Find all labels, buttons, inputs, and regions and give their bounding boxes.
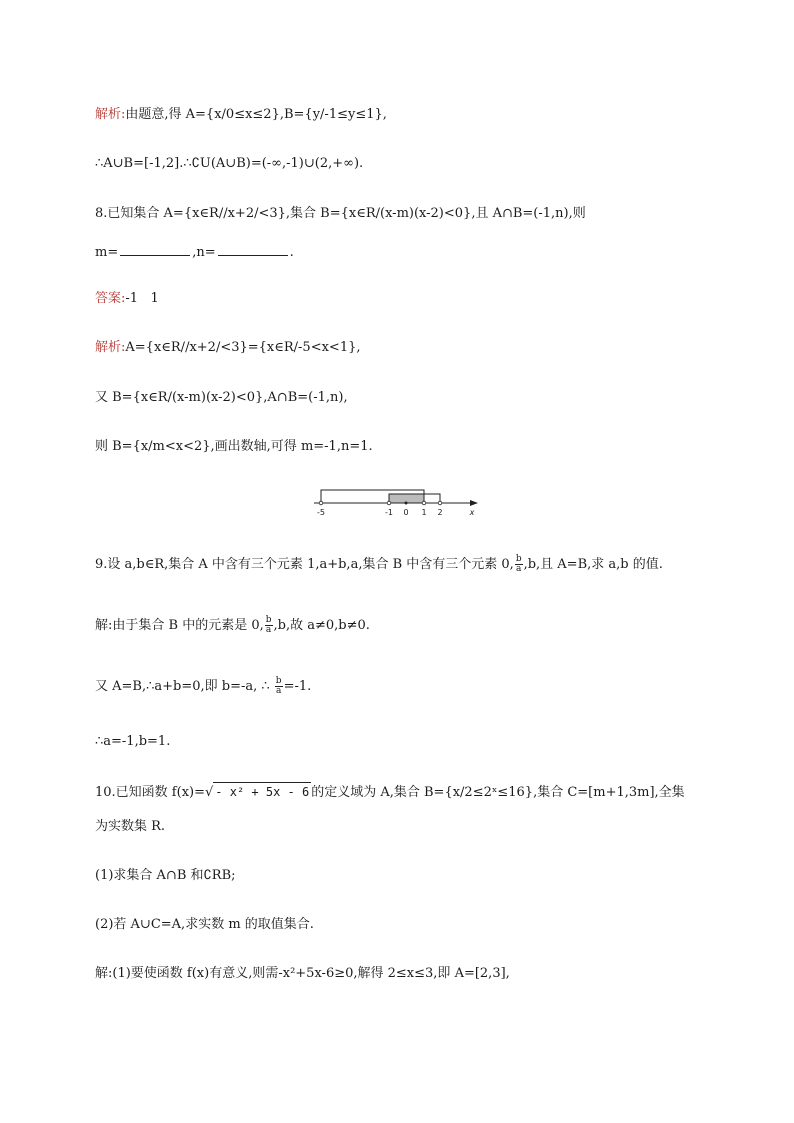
text: ,b,故 a≠0,b≠0. (273, 618, 370, 633)
fraction (265, 616, 273, 635)
question-8 (95, 205, 586, 223)
text: (2)若 A∪C=A,求实数 m 的取值集合. (95, 917, 314, 932)
point-0 (405, 502, 408, 505)
text: 为实数集 R. (95, 819, 166, 834)
analysis-label: 解析: (95, 340, 126, 355)
m-blank (120, 243, 190, 256)
number-line-diagram (312, 486, 484, 518)
tick-label: -5 (317, 508, 325, 517)
text: A={x∈R//x+2/<3}={x∈R/-5<x<1}, (125, 340, 361, 355)
text: 又 A=B,∴a+b=0,即 b=-a, ∴ (95, 679, 274, 694)
text: 由题意,得 A={x/0≤x≤2},B={y/-1≤y≤1}, (125, 107, 387, 122)
radicand: - x² + 5x - 6 (213, 782, 311, 801)
tick-label: 2 (437, 508, 443, 517)
sqrt-symbol: √ (205, 785, 214, 800)
answer-label: 答案: (95, 291, 126, 306)
text: ∴a=-1,b=1. (95, 734, 171, 749)
m-label: m= (95, 245, 119, 260)
analysis-label: 解析: (95, 107, 126, 122)
denominator: a (275, 686, 282, 696)
question-10-part1 (95, 867, 236, 885)
tick-label: 0 (403, 508, 409, 517)
tick-label: -1 (385, 508, 393, 517)
solution-9-line3 (95, 733, 170, 751)
axis-label: x (469, 508, 475, 517)
text: ∴A∪B=[-1,2].∴∁U(A∪B)=(-∞,-1)∪(2,+∞). (95, 156, 364, 171)
fraction (275, 677, 283, 696)
question-10-part2 (95, 916, 314, 934)
numerator: b (515, 554, 522, 564)
text: 则 B={x/m<x<2},画出数轴,可得 m=-1,n=1. (95, 439, 373, 454)
tick-label: 1 (421, 508, 427, 517)
solution-8-line3 (95, 438, 373, 456)
text: (1)求集合 A∩B 和∁RB; (95, 868, 236, 883)
point-1 (422, 501, 426, 505)
text: ,b,且 A=B,求 a,b 的值. (523, 557, 663, 572)
text: =-1. (283, 679, 312, 694)
point-neg1 (387, 501, 391, 505)
question-9 (95, 555, 663, 574)
denominator: a (516, 564, 522, 574)
text: 的定义域为 A,集合 B={x/2≤2ˣ≤16},集合 C=[m+1,3m],全集 (311, 785, 685, 800)
text: 10.已知函数 f(x)= (95, 785, 205, 800)
solution-10-line1 (95, 965, 510, 983)
question-text: 8.已知集合 A={x∈R//x+2/<3},集合 B={x∈R/(x-m)(x-2)<0},且 A∩B=(-1,n),则 (95, 206, 586, 221)
text: 解:(1)要使函数 f(x)有意义,则需-x²+5x-6≥0,解得 2≤x≤3,即 A=[2,3], (95, 966, 510, 981)
solution-9-line1 (95, 616, 370, 635)
solution-8-line1 (95, 339, 361, 357)
answer-text: -1 1 (125, 291, 159, 306)
question-10-line1 (95, 782, 685, 802)
question-10-line2 (95, 818, 165, 836)
denominator: a (265, 625, 272, 635)
solution-7-line2 (95, 155, 363, 173)
question-8-blanks (95, 243, 294, 262)
numerator: b (275, 676, 282, 686)
text: 9.设 a,b∈R,集合 A 中含有三个元素 1,a+b,a,集合 B 中含有三个元素 0, (95, 557, 514, 572)
n-blank (218, 243, 288, 256)
answer-8 (95, 290, 159, 308)
period: . (289, 245, 294, 260)
solution-8-line2 (95, 389, 348, 407)
axis-arrow (470, 500, 478, 506)
fraction (515, 555, 523, 574)
text: 又 B={x∈R/(x-m)(x-2)<0},A∩B=(-1,n), (95, 390, 348, 405)
solution-9-line2 (95, 677, 311, 696)
n-label: ,n= (192, 245, 216, 260)
numerator: b (265, 615, 272, 625)
point-2 (438, 501, 442, 505)
solution-7-line1 (95, 106, 387, 124)
point-neg5 (319, 501, 323, 505)
text: 解:由于集合 B 中的元素是 0, (95, 618, 264, 633)
